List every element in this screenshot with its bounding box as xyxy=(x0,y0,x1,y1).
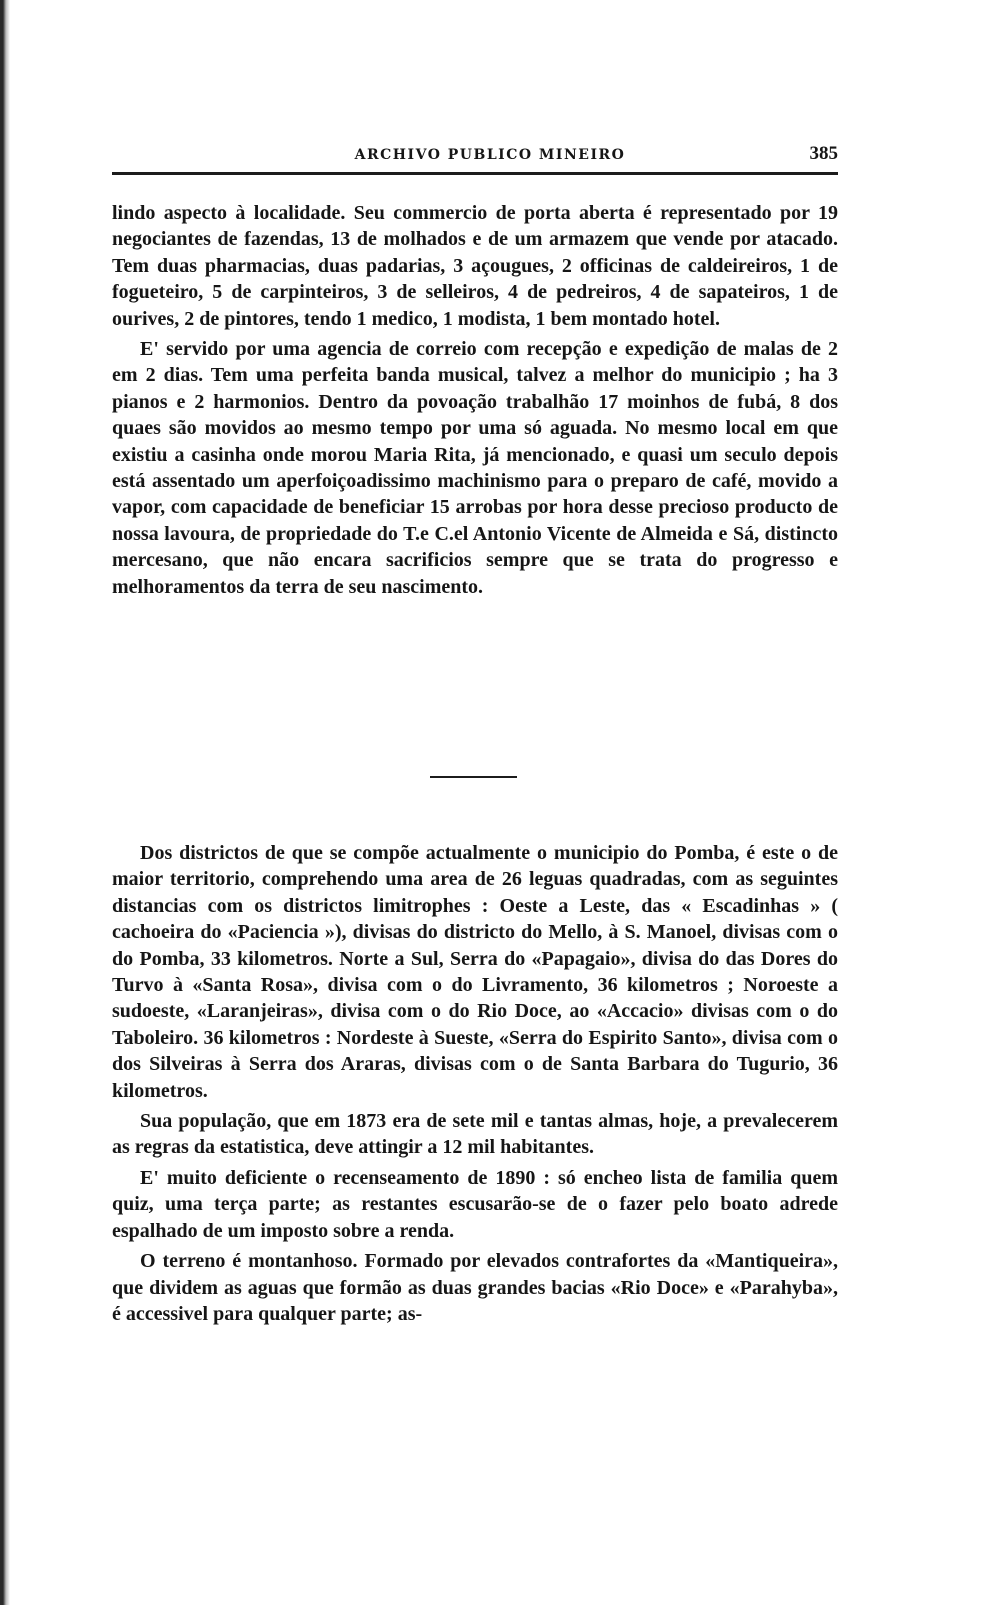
paragraph: Dos districtos de que se compõe actualmente o municipio do Pomba, é este o de maior territorio, comprehendo uma area de 26 leguas quadradas, com as seguintes distancias com os districtos limitrophes : Oeste a Leste, das « Escadinhas » ( cachoeira do «Paciencia »), divisas do districto do Mello, à S. Manoel, divisas com o do Pomba, 33 kilometros. Norte a Sul, Serra do «Papagaio», divisa do das Dores do Turvo à «Santa Rosa», divisa com o do Livramento, 36 kilometros ; Noroeste a sudoeste, «Laranjeiras», divisa com o do Rio Doce, ao «Accacio» divisas com o do Taboleiro. 36 kilometros : Nordeste à Sueste, «Serra do Espirito Santo», divisa com o dos Silveiras à Serra dos Araras, divisas com o de Santa Barbara do Tugurio, 36 kilometros. xyxy=(112,842,838,1102)
paragraph: E' muito deficiente o recenseamento de 1890 : só encheo lista de familia quem quiz, uma terça parte; as restantes escusarão-se de o fazer pelo boato adrede espalhado de um imposto sobre a renda. xyxy=(112,1166,838,1242)
page-binding-edge xyxy=(0,0,10,1605)
text-block-bottom xyxy=(112,840,838,1327)
paragraph: lindo aspecto à localidade. Seu commercio de porta aberta é representado por 19 negociantes de fazendas, 13 de molhados e de um armazem que vende por atacado. Tem duas pharmacias, duas padarias, 3 açougues, 2 officinas de caldeireiros, 1 de fogueteiro, 5 de carpinteiros, 3 de selleiros, 4 de pedreiros, 4 de sapateiros, 1 de ourives, 2 de pintores, tendo 1 medico, 1 modista, 1 bem montado hotel. xyxy=(112,202,838,330)
page-number: 385 xyxy=(809,143,838,164)
page-header xyxy=(112,143,838,169)
header-rule xyxy=(112,172,838,175)
paragraph: E' servido por uma agencia de correio com recepção e expedição de malas de 2 em 2 dias. Tem uma perfeita banda musical, talvez a melhor do municipio ; ha 3 pianos e 2 harmonios. Dentro da povoação trabalhão 17 moinhos de fubá, 8 dos quaes são movidos ao mesmo tempo por uma só aguada. No mesmo local em que existiu a casinha onde morou Maria Rita, já mencionado, e quasi um seculo depois está assentado um aperfoiçoadissimo machinismo para o preparo de café, movido a vapor, com capacidade de beneficiar 15 arrobas por hora desse precioso producto de nossa lavoura, de propriedade do T.e C.el Antonio Vicente de Almeida e Sá, distincto mercesano, que não encara sacrificios sempre que se trata do progresso e melhoramentos da terra de seu nascimento. xyxy=(112,338,838,598)
paragraph: O terreno é montanhoso. Formado por elevados contrafortes da «Mantiqueira», que dividem as aguas que formão as duas grandes bacias «Rio Doce» e «Parahyba», é accessivel para qualquer parte; as- xyxy=(112,1250,838,1325)
text-block-top xyxy=(112,200,838,600)
section-divider xyxy=(430,776,517,778)
running-head: ARCHIVO PUBLICO MINEIRO xyxy=(354,147,626,163)
paragraph: Sua população, que em 1873 era de sete mil e tantas almas, hoje, a prevalecerem as regras da estatistica, deve attingir a 12 mil habitantes. xyxy=(112,1110,838,1159)
